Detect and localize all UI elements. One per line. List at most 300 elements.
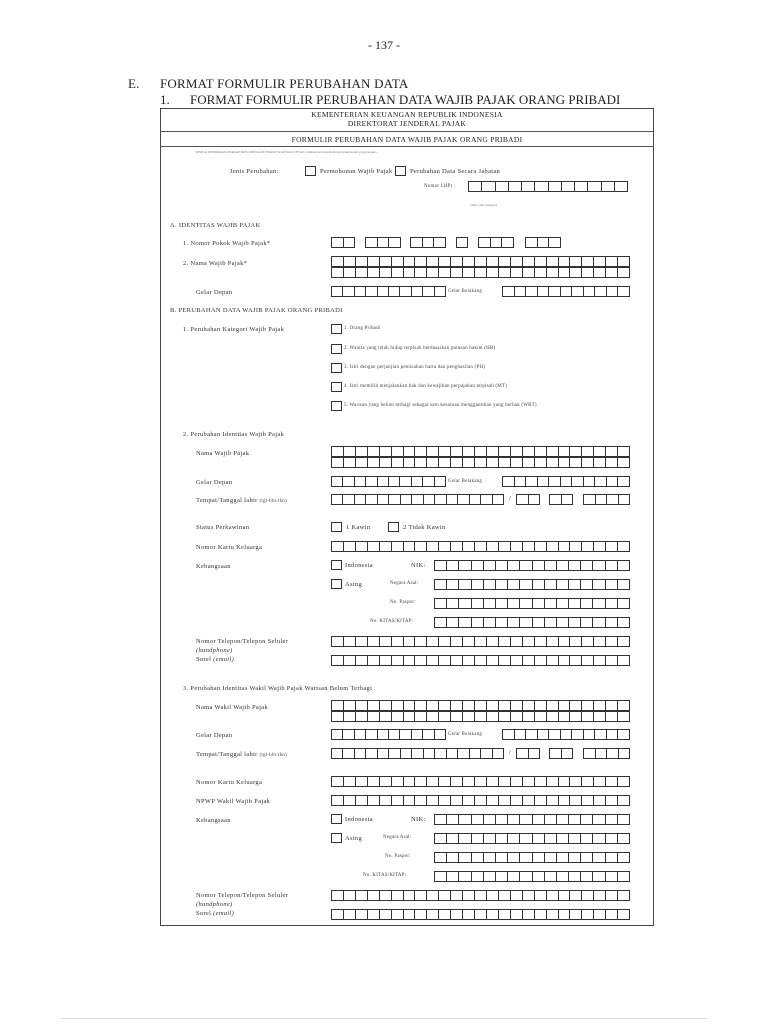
telepon-field[interactable] — [331, 636, 630, 647]
char-cell — [496, 834, 508, 843]
char-cell — [434, 238, 445, 247]
char-cell — [526, 287, 538, 296]
char-cell — [368, 712, 380, 721]
char-cell — [508, 561, 520, 570]
kategori-checkbox-3[interactable] — [331, 363, 342, 373]
char-cell — [415, 458, 427, 467]
char-cell — [427, 712, 439, 721]
char-cell — [404, 796, 416, 805]
kategori-option-4: 4. Istri memilih menjalankan hak dan kewajiban perpajakan terpisah (MT) — [344, 384, 508, 389]
char-cell — [463, 458, 475, 467]
wakil-asing-checkbox[interactable] — [331, 833, 342, 843]
char-cell — [582, 712, 594, 721]
nama-wp-label: 2. Nama Wajib Pajak* — [183, 260, 248, 267]
npwp-field[interactable] — [456, 237, 468, 248]
char-cell — [439, 257, 451, 266]
char-cell — [427, 637, 439, 646]
char-cell — [355, 287, 366, 296]
char-cell — [451, 796, 463, 805]
char-cell — [332, 910, 344, 919]
char-cell — [451, 712, 463, 721]
section-e-title: FORMAT FORMULIR PERUBAHAN DATA — [160, 76, 409, 91]
char-cell — [435, 618, 447, 627]
wakil-gelar-belakang-field[interactable] — [502, 729, 630, 740]
char-cell — [380, 777, 392, 786]
char-cell — [344, 458, 356, 467]
char-cell — [463, 796, 475, 805]
wakil-no-kitas-field[interactable] — [434, 871, 630, 882]
char-cell — [570, 257, 582, 266]
char-cell — [415, 542, 427, 551]
char-cell — [412, 477, 423, 486]
char-cell — [356, 637, 368, 646]
char-cell — [439, 268, 451, 277]
char-cell — [559, 268, 571, 277]
char-cell — [496, 182, 509, 191]
nama-wakil-field-2[interactable] — [331, 711, 630, 722]
npwp-label: 1. Nomor Pokok Wajib Pajak* — [183, 240, 271, 247]
wakil-tempat-lahir-field[interactable] — [331, 748, 504, 759]
char-cell — [520, 834, 532, 843]
nama-wp-field-2[interactable] — [331, 457, 630, 468]
kategori-checkbox-1[interactable] — [331, 324, 342, 334]
telepon-text: Nomor Telepon/Telepon Seluler — [196, 638, 289, 645]
nama-wp-field[interactable] — [331, 256, 630, 267]
char-cell — [366, 238, 378, 247]
char-cell — [356, 712, 368, 721]
char-cell — [523, 447, 535, 456]
wakil-negara-asal-field[interactable] — [434, 833, 630, 844]
char-cell — [511, 796, 523, 805]
jabatan-checkbox[interactable] — [395, 166, 406, 176]
char-cell — [378, 287, 389, 296]
char-cell — [415, 447, 427, 456]
char-cell — [439, 796, 451, 805]
char-cell — [511, 777, 523, 786]
char-cell — [355, 730, 366, 739]
wakil-email-text: (email) — [213, 910, 235, 917]
char-cell — [499, 637, 511, 646]
char-cell — [557, 834, 569, 843]
char-cell — [404, 637, 416, 646]
char-cell — [451, 701, 463, 710]
char-cell — [526, 238, 538, 247]
b3-heading: 3. Perubahan Identitas Wakil Wajib Pajak Warisan Belum Terbagi — [183, 685, 373, 692]
tidak-kawin-checkbox[interactable] — [388, 522, 399, 532]
wakil-tahun-field[interactable] — [583, 748, 630, 759]
char-cell — [520, 561, 532, 570]
kategori-checkbox-4[interactable] — [331, 382, 342, 392]
char-cell — [538, 730, 550, 739]
char-cell — [427, 656, 439, 665]
char-cell — [557, 853, 569, 862]
char-cell — [332, 268, 344, 277]
char-cell — [581, 834, 593, 843]
char-cell — [439, 447, 451, 456]
directorate-name: DIREKTORAT JENDERAL PAJAK — [347, 119, 467, 128]
char-cell — [368, 268, 380, 277]
char-cell — [535, 701, 547, 710]
char-cell — [523, 701, 535, 710]
char-cell — [368, 637, 380, 646]
nomor-lhpt-label: Nomor LHPt : — [424, 184, 456, 189]
char-cell — [559, 796, 571, 805]
char-cell — [503, 287, 515, 296]
surel-field[interactable] — [331, 655, 630, 666]
char-cell — [594, 458, 606, 467]
char-cell — [522, 182, 535, 191]
wakil-tempat-lahir-text: Tempat/Tanggal lahir — [196, 751, 258, 758]
char-cell — [511, 458, 523, 467]
char-cell — [463, 656, 475, 665]
char-cell — [435, 599, 447, 608]
char-cell — [463, 542, 475, 551]
char-cell — [520, 580, 532, 589]
npwp-field[interactable] — [365, 237, 401, 248]
char-cell — [487, 891, 499, 900]
char-cell — [529, 749, 540, 758]
char-cell — [344, 656, 356, 665]
nomor-kk-field[interactable] — [331, 541, 630, 552]
char-cell — [582, 637, 594, 646]
char-cell — [545, 580, 557, 589]
char-cell — [415, 656, 427, 665]
char-cell — [503, 730, 515, 739]
npwp-field[interactable] — [410, 237, 446, 248]
char-cell — [427, 796, 439, 805]
char-cell — [380, 910, 392, 919]
char-cell — [380, 447, 392, 456]
char-cell — [427, 910, 439, 919]
char-cell — [344, 238, 355, 247]
char-cell — [535, 257, 547, 266]
char-cell — [484, 599, 496, 608]
char-cell — [499, 542, 511, 551]
page-bottom-divider — [60, 1018, 708, 1019]
char-cell — [562, 495, 573, 504]
char-cell — [427, 458, 439, 467]
char-cell — [533, 599, 545, 608]
char-cell — [511, 712, 523, 721]
char-cell — [380, 701, 392, 710]
kebangsaan-label: Kebangsaan — [196, 563, 231, 570]
char-cell — [538, 477, 550, 486]
char-cell — [484, 872, 496, 881]
char-cell — [427, 777, 439, 786]
char-cell — [451, 268, 463, 277]
char-cell — [511, 542, 523, 551]
handphone-text: (handphone) — [196, 647, 233, 654]
char-cell — [392, 891, 404, 900]
gelar-depan-field[interactable] — [331, 286, 446, 297]
tempat-lahir-label — [196, 497, 287, 504]
char-cell — [487, 656, 499, 665]
npwp-field[interactable] — [478, 237, 514, 248]
char-cell — [404, 891, 416, 900]
no-kitas-field[interactable] — [434, 617, 630, 628]
char-cell — [593, 580, 605, 589]
wakil-telepon-text: Nomor Telepon/Telepon Seluler — [196, 892, 289, 899]
char-cell — [618, 891, 629, 900]
char-cell — [569, 815, 581, 824]
gelar-belakang-field[interactable] — [502, 476, 630, 487]
form-instructions: SEMUA INFORMASI HARAP DIISI DENGAN HURUF KAPITAL CETAK, silakan beri tanda silang untuk kotak yang sesuai... — [195, 150, 378, 154]
char-cell — [389, 287, 400, 296]
char-cell — [368, 257, 380, 266]
char-cell — [439, 777, 451, 786]
char-cell — [517, 749, 529, 758]
char-cell — [479, 238, 491, 247]
tanggal-field[interactable] — [516, 494, 540, 505]
char-cell — [619, 495, 630, 504]
nomor-lhpt-field[interactable] — [468, 181, 628, 192]
char-cell — [435, 749, 446, 758]
gelar-belakang-field[interactable] — [502, 286, 630, 297]
nama-wp-field[interactable] — [331, 446, 630, 457]
char-cell — [582, 542, 594, 551]
char-cell — [356, 796, 368, 805]
permohonan-checkbox[interactable] — [305, 166, 316, 176]
wakil-bulan-field[interactable] — [549, 748, 573, 759]
wakil-surel-row — [196, 909, 288, 918]
wakil-nomor-kk-field[interactable] — [331, 776, 630, 787]
char-cell — [472, 599, 484, 608]
char-cell — [496, 872, 508, 881]
char-cell — [463, 712, 475, 721]
char-cell — [451, 447, 463, 456]
char-cell — [596, 749, 608, 758]
char-cell — [491, 238, 503, 247]
nik-label: NIK: — [411, 562, 426, 569]
char-cell — [463, 637, 475, 646]
wakil-surel-field[interactable] — [331, 909, 630, 920]
char-cell — [545, 618, 557, 627]
diisi-petugas-note: (diisi oleh petugas) — [470, 203, 497, 207]
wakil-gelar-depan-field[interactable] — [331, 729, 446, 740]
gelar-depan-field[interactable] — [331, 476, 446, 487]
char-cell — [594, 268, 606, 277]
wakil-negara-asal-label: Negara Asal: — [383, 835, 412, 840]
char-cell — [582, 910, 594, 919]
wakil-no-paspor-field[interactable] — [434, 852, 630, 863]
char-cell — [472, 561, 484, 570]
char-cell — [475, 796, 487, 805]
char-cell — [459, 580, 471, 589]
char-cell — [618, 287, 629, 296]
char-cell — [344, 796, 356, 805]
char-cell — [487, 712, 499, 721]
kategori-checkbox-2[interactable] — [331, 344, 342, 354]
char-cell — [380, 891, 392, 900]
char-cell — [582, 891, 594, 900]
char-cell — [463, 257, 475, 266]
section-b-heading: B. PERUBAHAN DATA WAJIB PAJAK ORANG PRIBADI — [170, 307, 343, 314]
char-cell — [559, 447, 571, 456]
char-cell — [457, 238, 467, 247]
char-cell — [557, 580, 569, 589]
char-cell — [533, 580, 545, 589]
char-cell — [484, 815, 496, 824]
char-cell — [435, 872, 447, 881]
char-cell — [557, 599, 569, 608]
bulan-field[interactable] — [549, 494, 573, 505]
char-cell — [451, 891, 463, 900]
section-e-heading — [128, 76, 409, 92]
char-cell — [533, 618, 545, 627]
char-cell — [526, 477, 538, 486]
char-cell — [493, 749, 503, 758]
char-cell — [332, 477, 343, 486]
char-cell — [547, 458, 559, 467]
wakil-gelar-belakang-label: Gelar Belakang — [448, 732, 483, 737]
char-cell — [400, 477, 411, 486]
wakil-no-kitas-label: No. KITAS/KITAP: — [363, 873, 407, 878]
section-1-heading — [160, 92, 620, 108]
char-cell — [343, 749, 354, 758]
wakil-telepon-field[interactable] — [331, 890, 630, 901]
char-cell — [508, 580, 520, 589]
char-cell — [404, 447, 416, 456]
nama-wp-field-2[interactable] — [331, 267, 630, 278]
char-cell — [389, 730, 400, 739]
char-cell — [404, 268, 416, 277]
wakil-tanggal-field[interactable] — [516, 748, 540, 759]
char-cell — [499, 257, 511, 266]
char-cell — [475, 712, 487, 721]
char-cell — [523, 458, 535, 467]
char-cell — [332, 287, 343, 296]
wakil-indonesia-checkbox[interactable] — [331, 814, 342, 824]
char-cell — [499, 712, 511, 721]
char-cell — [606, 853, 618, 862]
section-e-number: E. — [128, 76, 140, 91]
kategori-checkbox-5[interactable] — [331, 401, 342, 411]
npwp-field[interactable] — [331, 237, 355, 248]
char-cell — [584, 287, 596, 296]
char-cell — [332, 701, 344, 710]
char-cell — [380, 656, 392, 665]
char-cell — [392, 542, 404, 551]
npwp-field[interactable] — [525, 237, 561, 248]
asing-checkbox[interactable] — [331, 579, 342, 589]
char-cell — [581, 618, 593, 627]
asing-label: Asing — [345, 581, 363, 588]
wakil-nik-field[interactable] — [434, 814, 630, 825]
char-cell — [618, 599, 629, 608]
char-cell — [472, 815, 484, 824]
char-cell — [484, 580, 496, 589]
char-cell — [594, 257, 606, 266]
char-cell — [459, 872, 471, 881]
char-cell — [535, 712, 547, 721]
char-cell — [581, 561, 593, 570]
char-cell — [618, 268, 629, 277]
char-cell — [439, 542, 451, 551]
npwp-wakil-field[interactable] — [331, 795, 630, 806]
char-cell — [520, 872, 532, 881]
char-cell — [618, 815, 629, 824]
gelar-belakang-label: Gelar Belakang — [448, 479, 483, 484]
char-cell — [594, 637, 606, 646]
nama-wakil-field[interactable] — [331, 700, 630, 711]
char-cell — [584, 749, 596, 758]
char-cell — [511, 447, 523, 456]
kategori-option-3: 3. Istri dengan perjanjian pemisahan harta dan penghasilan (PH) — [344, 365, 486, 370]
char-cell — [475, 701, 487, 710]
char-cell — [511, 257, 523, 266]
char-cell — [380, 796, 392, 805]
tempat-lahir-field[interactable] — [331, 494, 504, 505]
char-cell — [581, 599, 593, 608]
char-cell — [559, 712, 571, 721]
char-cell — [569, 834, 581, 843]
jabatan-label: Perubahan Data Secara Jabatan — [410, 168, 501, 175]
char-cell — [618, 834, 629, 843]
char-cell — [523, 257, 535, 266]
char-cell — [606, 268, 618, 277]
negara-asal-field[interactable] — [434, 579, 630, 590]
char-cell — [511, 656, 523, 665]
char-cell — [547, 268, 559, 277]
char-cell — [447, 749, 458, 758]
char-cell — [618, 730, 629, 739]
char-cell — [435, 477, 445, 486]
char-cell — [523, 712, 535, 721]
char-cell — [559, 656, 571, 665]
char-cell — [515, 730, 527, 739]
char-cell — [392, 458, 404, 467]
char-cell — [472, 872, 484, 881]
char-cell — [332, 796, 344, 805]
char-cell — [508, 599, 520, 608]
char-cell — [606, 712, 618, 721]
nik-field[interactable] — [434, 560, 630, 571]
email-text: (email) — [213, 656, 235, 663]
char-cell — [606, 777, 618, 786]
char-cell — [593, 834, 605, 843]
char-cell — [447, 853, 459, 862]
char-cell — [594, 910, 606, 919]
char-cell — [392, 777, 404, 786]
char-cell — [368, 542, 380, 551]
char-cell — [366, 749, 377, 758]
char-cell — [475, 637, 487, 646]
char-cell — [570, 701, 582, 710]
char-cell — [487, 257, 499, 266]
char-cell — [569, 561, 581, 570]
char-cell — [451, 458, 463, 467]
jenis-perubahan-label: Jenis Perubahan: — [230, 168, 279, 175]
char-cell — [606, 910, 618, 919]
char-cell — [459, 561, 471, 570]
tahun-field[interactable] — [583, 494, 630, 505]
char-cell — [332, 730, 343, 739]
kawin-checkbox[interactable] — [331, 522, 342, 532]
kategori-option-5: 5. Warisan yang belum terbagi sebagai satu kesatuan menggantikan yang berhak (WBT) — [344, 403, 537, 408]
char-cell — [561, 730, 573, 739]
indonesia-checkbox[interactable] — [331, 560, 342, 570]
no-paspor-field[interactable] — [434, 598, 630, 609]
char-cell — [356, 458, 368, 467]
char-cell — [332, 257, 344, 266]
char-cell — [487, 447, 499, 456]
char-cell — [594, 891, 606, 900]
char-cell — [520, 815, 532, 824]
char-cell — [458, 749, 469, 758]
char-cell — [487, 796, 499, 805]
negara-asal-label: Negara Asal: — [390, 581, 419, 586]
char-cell — [533, 853, 545, 862]
